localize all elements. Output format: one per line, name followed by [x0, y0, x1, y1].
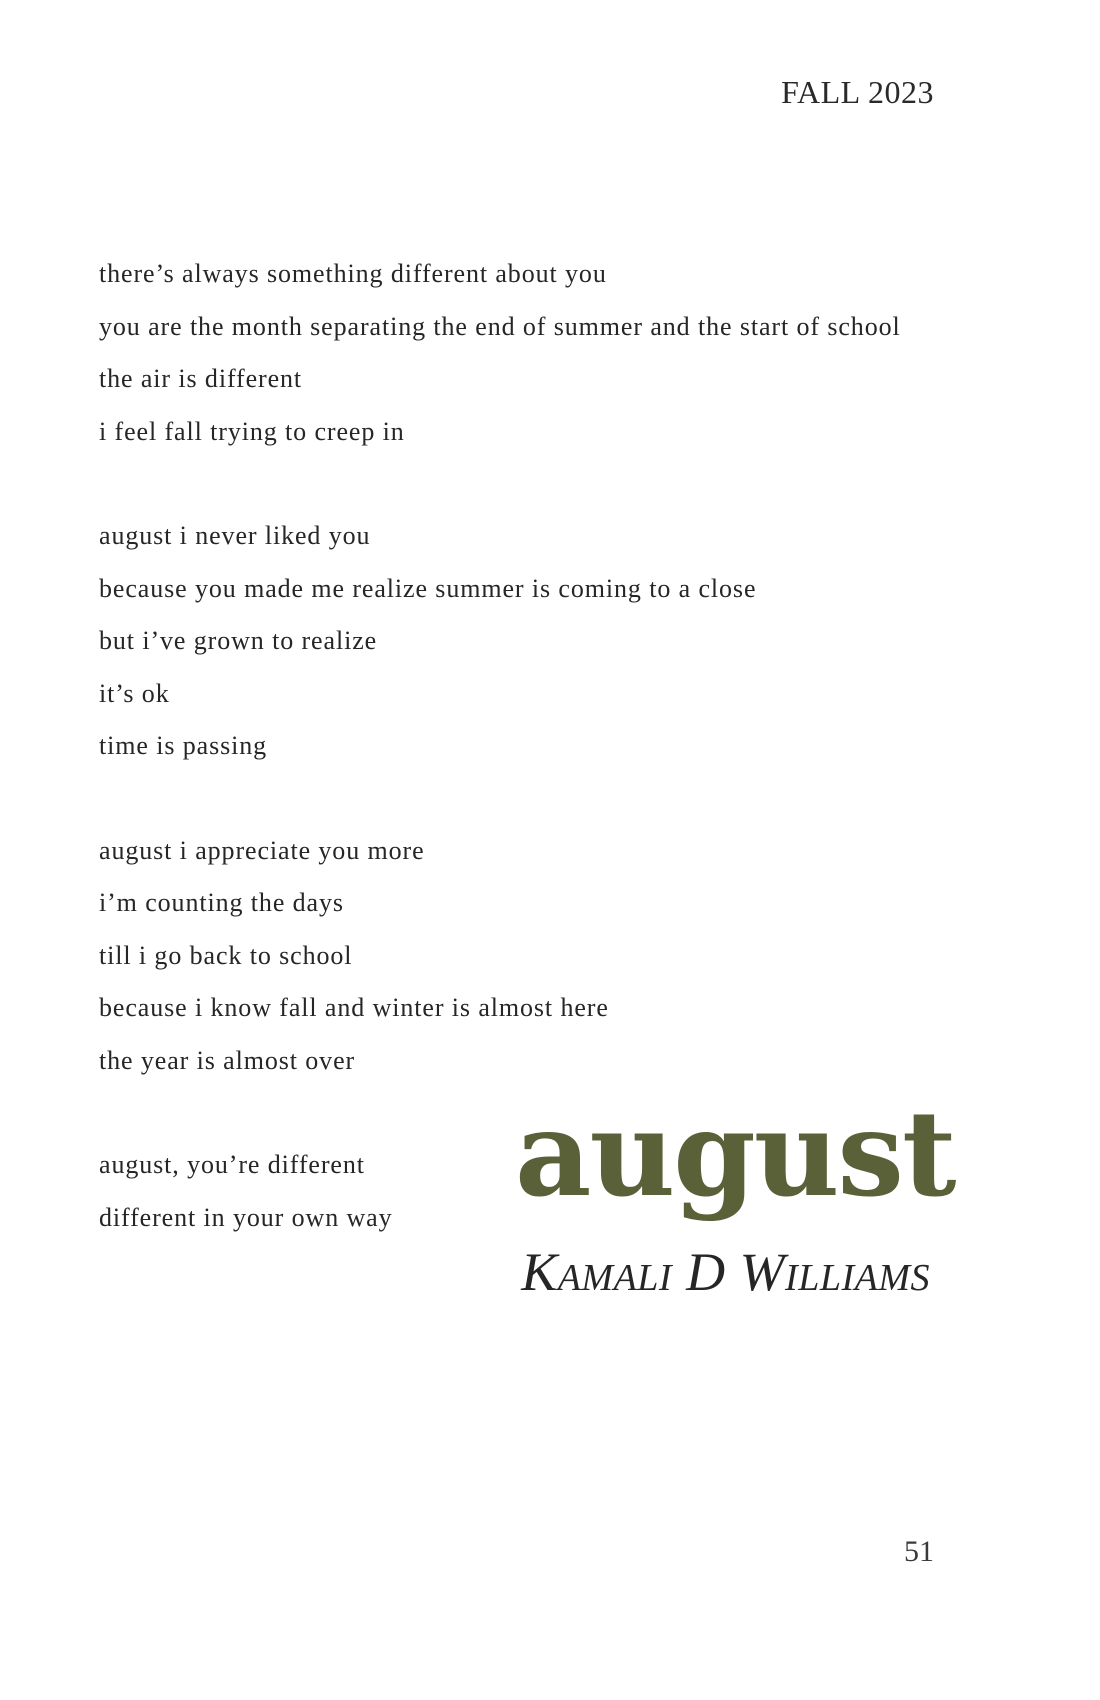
poem-line: different in your own way	[99, 1202, 393, 1232]
author-name: Kamali D Williams	[521, 1242, 930, 1302]
stanza-1	[99, 248, 999, 458]
poem-line: the air is different	[99, 364, 303, 393]
poem-line: you are the month separating the end of summer and the start of school	[99, 311, 901, 341]
poem-line: till i go back to school	[99, 940, 353, 970]
poem-line: i’m counting the days	[99, 888, 344, 917]
poem-line: the year is almost over	[99, 1045, 356, 1075]
page-number: 51	[904, 1535, 934, 1568]
poem-line: it’s ok	[99, 678, 170, 708]
stanza-3	[99, 825, 999, 1088]
poem-title: august	[515, 1084, 955, 1223]
poem-line: i feel fall trying to creep in	[99, 416, 405, 446]
poem-line: august i never liked you	[99, 521, 371, 550]
poem-line: there’s always something different about you	[99, 259, 607, 288]
poem-line: but i’ve grown to realize	[99, 626, 378, 655]
poem-line: august, you’re different	[99, 1150, 365, 1179]
stanza-2	[99, 510, 999, 773]
poem-line: because you made me realize summer is coming to a close	[99, 573, 757, 603]
poem-line: because i know fall and winter is almost here	[99, 993, 609, 1022]
issue-header: FALL 2023	[781, 74, 934, 110]
poem-line: time is passing	[99, 731, 268, 760]
poem-line: august i appreciate you more	[99, 835, 425, 865]
